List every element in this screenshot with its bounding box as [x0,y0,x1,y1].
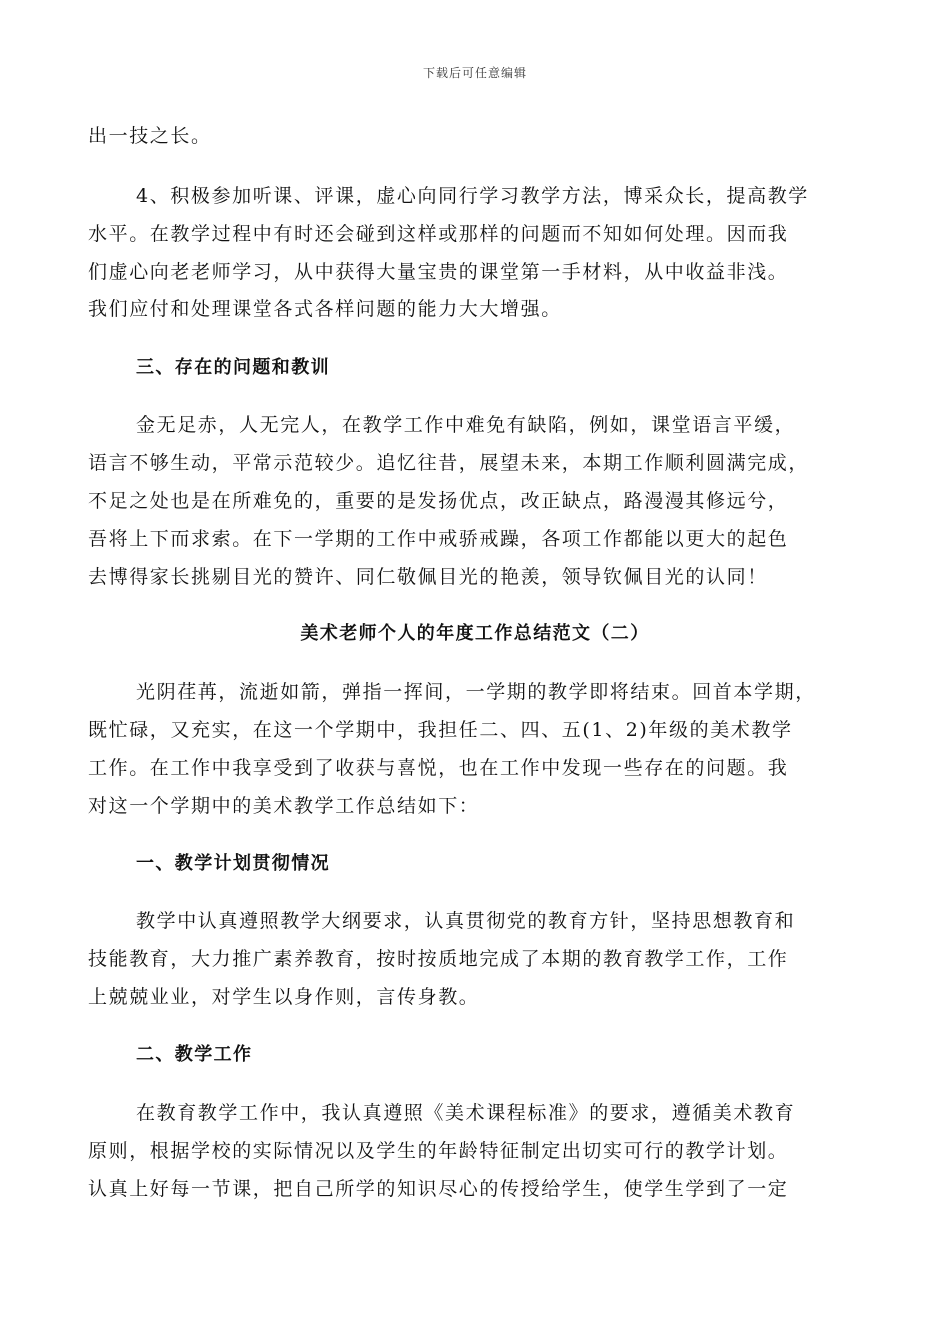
paragraph-line: 教学中认真遵照教学大纲要求，认真贯彻党的教育方针，坚持思想教育和 [136,910,796,932]
paragraph-line: 语言不够生动，平常示范较少。追忆往昔，展望未来，本期工作顺利圆满完成， [88,452,810,474]
paragraph-line: 工作。在工作中我享受到了收获与喜悦，也在工作中发现一些存在的问题。我 [88,757,789,779]
paragraph-line: 去博得家长挑剔目光的赞许、同仁敬佩目光的艳羡，领导钦佩目光的认同！ [88,566,768,588]
paragraph-line: 认真上好每一节课，把自己所学的知识尽心的传授给学生，使学生学到了一定 [88,1178,789,1200]
paragraph-line: 既忙碌，又充实，在这一个学期中，我担任二、四、五(1、2)年级的美术教学 [88,719,793,741]
section-heading: 二、教学工作 [136,1044,253,1065]
paragraph-line: 对这一个学期中的美术教学工作总结如下： [88,795,480,817]
paragraph-line: 光阴荏苒，流逝如箭，弹指一挥间，一学期的教学即将结束。回首本学期， [136,681,816,703]
paragraph-line: 不足之处也是在所难免的，重要的是发扬优点，改正缺点，路漫漫其修远兮， [88,490,789,512]
paragraph-line: 在教育教学工作中，我认真遵照《美术课程标准》的要求，遵循美术教育 [136,1102,796,1124]
section-heading: 三、存在的问题和教训 [136,357,330,378]
section-heading: 一、教学计划贯彻情况 [136,853,330,874]
paragraph-line: 原则，根据学校的实际情况以及学生的年龄特征制定出切实可行的教学计划。 [88,1140,789,1162]
paragraph-line: 水平。在教学过程中有时还会碰到这样或那样的问题而不知如何处理。因而我 [88,223,789,245]
paragraph-line: 上兢兢业业，对学生以身作则，言传身教。 [88,986,480,1008]
paragraph-line: 们虚心向老老师学习，从中获得大量宝贵的课堂第一手材料，从中收益非浅。 [88,261,789,283]
paragraph-line: 金无足赤，人无完人，在教学工作中难免有缺陷，例如，课堂语言平缓， [136,414,796,436]
paragraph-line: 4、积极参加听课、评课，虚心向同行学习教学方法，博采众长，提高教学 [136,185,809,207]
page-header: 下载后可任意编辑 [422,66,527,80]
paragraph-line: 吾将上下而求索。在下一学期的工作中戒骄戒躁，各项工作都能以更大的起色 [88,528,789,550]
paragraph-line: 出一技之长。 [88,125,212,147]
paragraph-line: 我们应付和处理课堂各式各样问题的能力大大增强。 [88,298,562,320]
article-title: 美术老师个人的年度工作总结范文（二） [300,623,650,644]
paragraph-line: 技能教育，大力推广素养教育，按时按质地完成了本期的教育教学工作，工作 [88,948,789,970]
